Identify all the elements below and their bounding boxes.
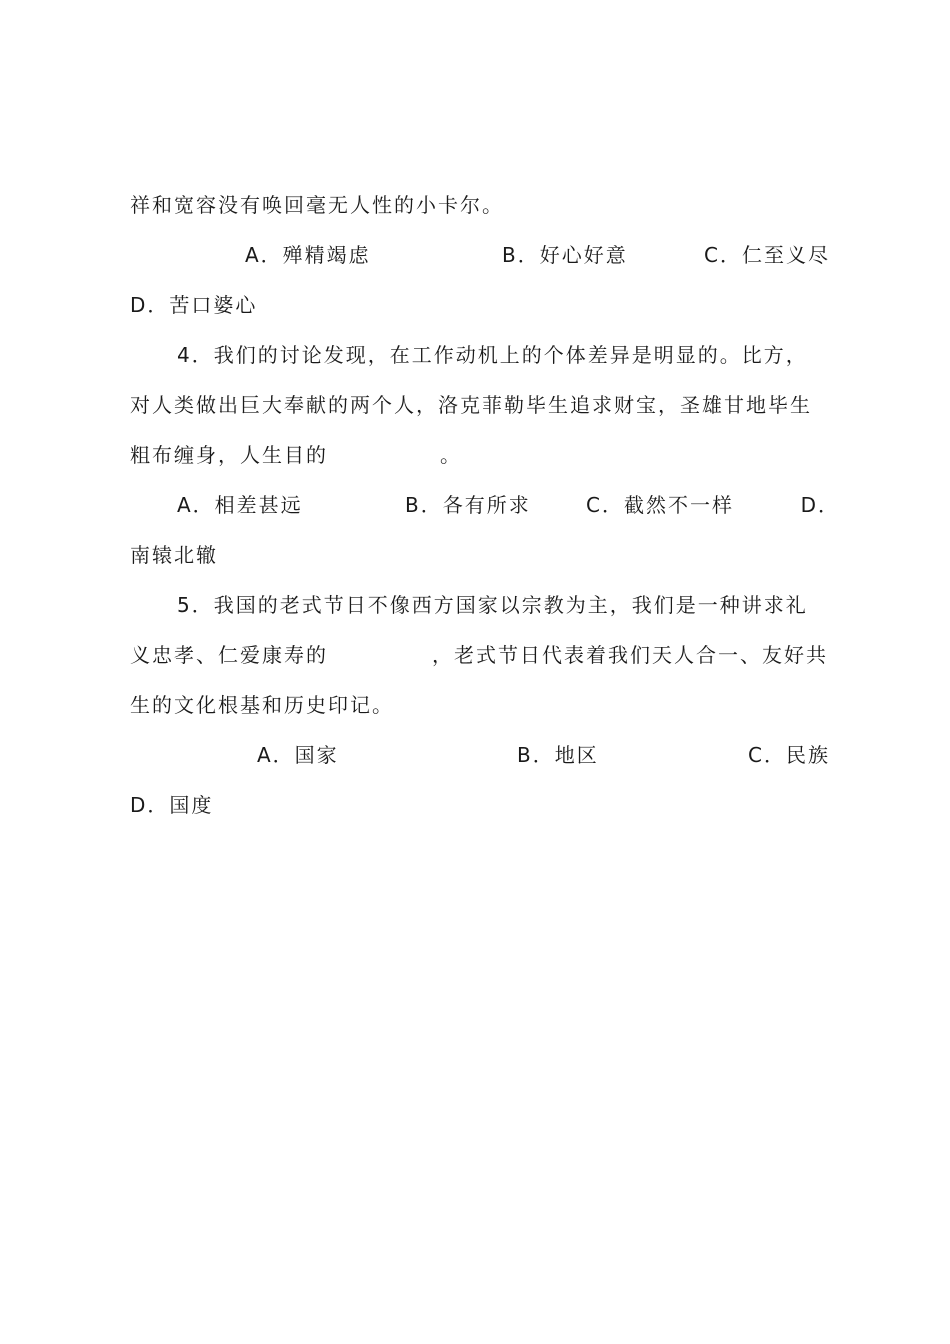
q5-text-line-1: 5．我国的老式节日不像西方国家以宗教为主，我们是一种讲求礼 [177,593,808,617]
q4-text-after-blank: 。 [440,443,462,467]
q4-option-d-text: 南辕北辙 [130,543,218,567]
q4-option-b: B．各有所求 [405,493,531,517]
q5-option-c: C．民族 [748,743,830,767]
q3-option-c: C．仁至义尽 [704,243,830,267]
q3-text-line: 祥和宽容没有唤回毫无人性的小卡尔。 [130,193,504,217]
q4-option-d-label: D． [800,493,840,517]
q5-text-before-blank: 义忠孝、仁爱康寿的 [130,643,328,667]
q5-option-d: D．国度 [130,793,214,817]
q4-option-c: C．截然不一样 [586,493,734,517]
q4-text-line-1: 4．我们的讨论发现，在工作动机上的个体差异是明显的。比方， [177,343,808,367]
q4-option-a: A．相差甚远 [177,493,303,517]
q5-option-b: B．地区 [517,743,599,767]
q5-text-after-blank: ，老式节日代表着我们天人合一、友好共 [432,643,828,667]
q3-option-a: A．殚精竭虑 [245,243,371,267]
q5-text-line-2 [130,640,830,670]
q5-option-a: A．国家 [257,743,339,767]
q3-option-b: B．好心好意 [502,243,628,267]
q4-text-before-blank: 粗布缠身，人生目的 [130,443,328,467]
q4-text-line-2: 对人类做出巨大奉献的两个人，洛克菲勒毕生追求财宝，圣雄甘地毕生 [130,393,812,417]
q4-text-line-3 [130,440,830,470]
q5-text-line-3: 生的文化根基和历史印记。 [130,693,394,717]
q3-option-d: D．苦口婆心 [130,293,258,317]
